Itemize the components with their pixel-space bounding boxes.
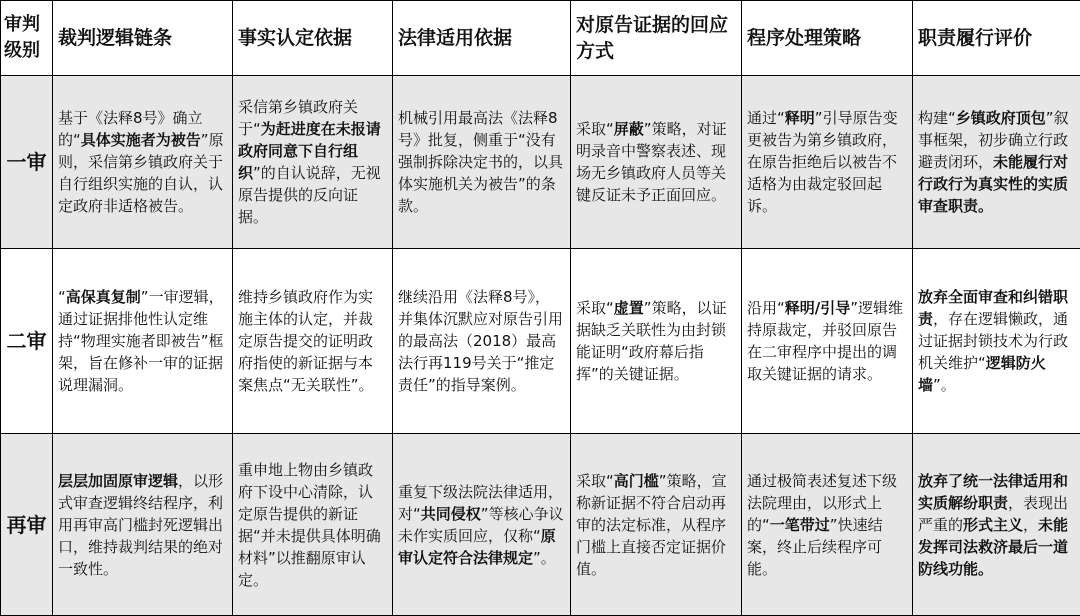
text-segment: 基于《法释8号》确立的“ xyxy=(58,109,203,149)
cell-evidence-response xyxy=(571,434,742,616)
text-segment: ”。 xyxy=(533,549,556,567)
bold-text: 形式主义 xyxy=(963,516,1023,534)
row-level-label: 一审 xyxy=(1,76,53,249)
row-level-label: 二审 xyxy=(1,249,53,434)
bold-text: 高保真复制 xyxy=(66,288,141,306)
cell-reasoning-chain xyxy=(53,76,233,249)
header-level: 审判级别 xyxy=(1,1,53,76)
text-segment: 采取“ xyxy=(576,472,614,490)
text-segment: 沿用“ xyxy=(747,299,785,317)
table-row xyxy=(1,249,1080,434)
cell-law-basis xyxy=(393,76,571,249)
text-segment: 采取“ xyxy=(576,299,614,317)
bold-text: 释明/引导 xyxy=(785,299,850,317)
text-segment: ”引导原告变更被告为第乡镇政府，在原告拒绝后以被告不适格为由裁定驳回起诉。 xyxy=(747,109,898,215)
cell-duty-evaluation xyxy=(913,434,1080,616)
cell-law-basis xyxy=(393,249,571,434)
table-row xyxy=(1,76,1080,249)
cell-duty-evaluation xyxy=(913,249,1080,434)
cell-fact-basis xyxy=(233,249,393,434)
bold-text: 虚置 xyxy=(614,299,644,317)
cell-procedure-strategy xyxy=(742,76,913,249)
cell-duty-evaluation xyxy=(913,76,1080,249)
header-evidence-response: 对原告证据的回应方式 xyxy=(571,1,742,76)
row-level-label: 再审 xyxy=(1,434,53,616)
bold-text: 一笔带过 xyxy=(770,516,830,534)
cell-procedure-strategy xyxy=(742,249,913,434)
text-segment: 采信第乡镇政府关于“ xyxy=(238,98,358,138)
cell-procedure-strategy xyxy=(742,434,913,616)
text-segment: ”策略，宣称新证据不符合启动再审的法定标准，从程序门槛上直接否定证据价值。 xyxy=(576,472,727,578)
bold-text: 为赶进度在未报请政府同意下自行组织 xyxy=(238,120,381,182)
bold-text: 放弃了统一法律适用和实质解纷职责 xyxy=(918,472,1068,512)
text-segment: 重申地上物由乡镇政府下设中心清除，认定原告提供的新证据“并未提供具体明确材料”以推翻原审认定。 xyxy=(238,461,381,589)
text-segment: 重复下级法院法律适用，对“ xyxy=(398,483,563,523)
header-duty-evaluation: 职责履行评价 xyxy=(913,1,1080,76)
header-row xyxy=(1,1,1080,76)
text-segment: ， xyxy=(1023,516,1038,534)
bold-text: 未能发挥司法救济最后一道防线功能。 xyxy=(918,516,1068,578)
bold-text: 逻辑防火墙 xyxy=(918,354,1046,394)
header-procedure-strategy: 程序处理策略 xyxy=(742,1,913,76)
text-segment: 通过“ xyxy=(747,109,785,127)
text-segment: ”策略，对证明录音中警察表述、现场无乡镇政府人员等关键反证未予正面回应。 xyxy=(576,120,727,204)
text-segment: ，以形式审查逻辑终结程序，利用再审高门槛封死逻辑出口，维持裁判结果的绝对一致性。 xyxy=(58,472,223,578)
cell-evidence-response xyxy=(571,76,742,249)
cell-evidence-response xyxy=(571,249,742,434)
bold-text: 放弃全面审查和纠错职责 xyxy=(918,288,1068,328)
text-segment: ，存在逻辑懒政，通过证据封锁技术为行政机关维护“ xyxy=(918,310,1068,372)
bold-text: 共同侵权 xyxy=(421,505,481,523)
text-segment: ”等核心争议未作实质回应，仅称“ xyxy=(398,505,564,545)
text-segment: ”一审逻辑，通过证据排他性认定维持“物理实施者即被告”框架，旨在修补一审的证据说理漏洞。 xyxy=(58,288,224,394)
text-segment: ”的自认说辞，无视原告提供的反向证据。 xyxy=(238,164,381,226)
bold-text: 未能履行对行政行为真实性的实质审查职责。 xyxy=(918,153,1068,215)
table-row xyxy=(1,434,1080,616)
bold-text: 高门槛 xyxy=(614,472,659,490)
bold-text: 层层加固原审逻辑 xyxy=(58,472,178,490)
cell-fact-basis xyxy=(233,434,393,616)
text-segment: ”快速结案，终止后续程序可能。 xyxy=(747,516,883,578)
cell-reasoning-chain xyxy=(53,249,233,434)
text-segment: ”策略，以证据缺乏关联性为由封锁能证明“政府幕后指挥”的关键证据。 xyxy=(576,299,727,383)
text-segment: ，表现出严重的 xyxy=(918,494,1068,534)
bold-text: 乡镇政府顶包 xyxy=(956,109,1046,127)
text-segment: ”逻辑维持原裁定，并驳回原告在二审程序中提出的调取关键证据的请求。 xyxy=(747,299,903,383)
text-segment: 机械引用最高法《法释8号》批复，侧重于“没有强制拆除决定书的，以具体实施机关为被告”的条款。 xyxy=(398,109,563,215)
bold-text: 屏蔽 xyxy=(614,120,644,138)
text-segment: 维持乡镇政府作为实施主体的认定，并裁定原告提交的证明政府指使的新证据与本案焦点“无关联性”。 xyxy=(238,288,374,394)
text-segment: 继续沿用《法释8号》，并集体沉默应对原告引用的最高法（2018）最高法行再119号关于“推定责任”的指导案例。 xyxy=(398,288,563,394)
text-segment: ”原则，采信第乡镇政府关于自行组织实施的自认，认定政府非适格被告。 xyxy=(58,131,224,215)
bold-text: 释明 xyxy=(785,109,815,127)
text-segment: 采取“ xyxy=(576,120,614,138)
bold-text: 原审认定符合法律规定 xyxy=(398,527,556,567)
text-segment: “ xyxy=(58,288,66,306)
header-law-basis: 法律适用依据 xyxy=(393,1,571,76)
header-fact-basis: 事实认定依据 xyxy=(233,1,393,76)
cell-fact-basis xyxy=(233,76,393,249)
text-segment: 构建“ xyxy=(918,109,956,127)
cell-reasoning-chain xyxy=(53,434,233,616)
text-segment: 通过极简表述复述下级法院理由，以形式上的“ xyxy=(747,472,897,534)
cell-law-basis xyxy=(393,434,571,616)
header-reasoning-chain: 裁判逻辑链条 xyxy=(53,1,233,76)
text-segment: ”。 xyxy=(933,376,956,394)
bold-text: 具体实施者为被告 xyxy=(81,131,201,149)
text-segment: ”叙事框架，初步确立行政避责闭环， xyxy=(918,109,1069,171)
